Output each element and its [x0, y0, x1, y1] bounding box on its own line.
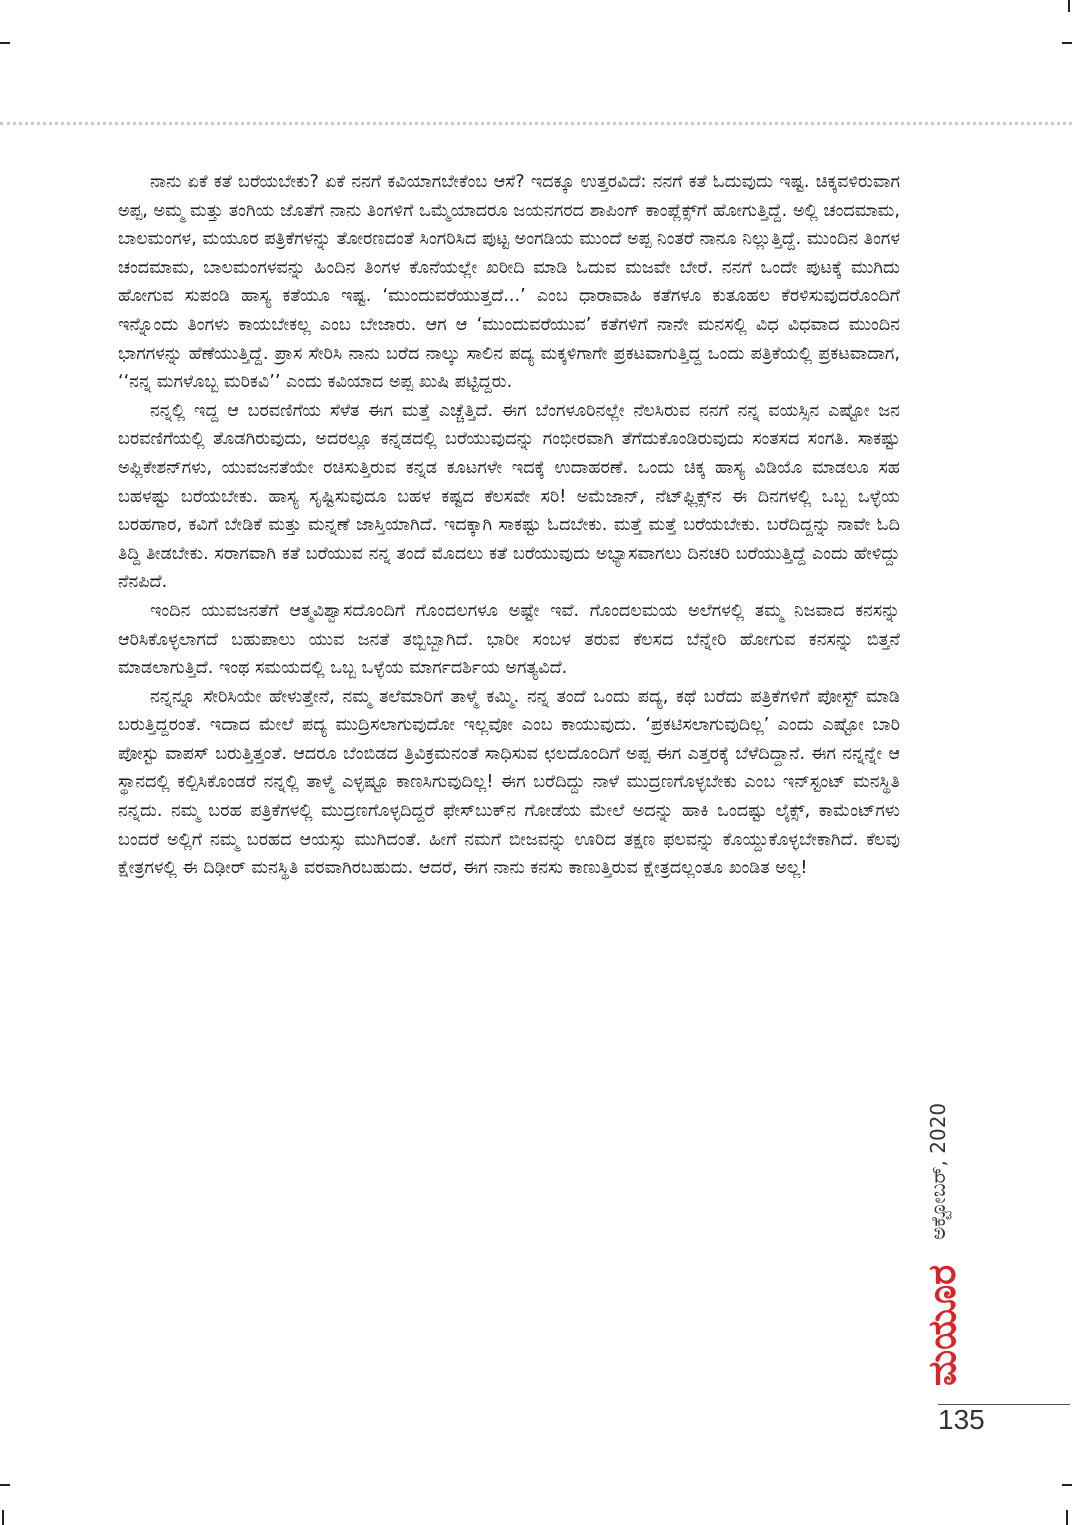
crop-mark-bottom-left-vertical	[2, 1510, 4, 1525]
crop-mark-top-left	[0, 42, 10, 44]
page-number: 135	[938, 1404, 985, 1435]
article-paragraph: ನನ್ನಲ್ಲಿ ಇದ್ದ ಆ ಬರವಣಿಗೆಯ ಸೆಳೆತ ಈಗ ಮತ್ತೆ ಎಚ್ಚೆತ್ತಿದೆ. ಈಗ ಬೆಂಗಳೂರಿನಲ್ಲೇ ನೆಲಸಿರುವ ನನಗೆ ನನ್ನ ವಯಸ್ಸಿನ ಎಷ್ಟೋ ಜನ ಬರವಣಿಗೆಯಲ್ಲಿ ತೊಡಗಿರುವುದು, ಅದರಲ್ಲೂ ಕನ್ನಡದಲ್ಲಿ ಬರೆಯುವುದನ್ನು ಗಂಭೀರವಾಗಿ ತೆಗೆದುಕೊಂಡಿರುವುದು ಸಂತಸದ ಸಂಗತಿ. ಸಾಕಷ್ಟು ಅಪ್ಲಿಕೇಶನ್‌ಗಳು, ಯುವಜನತೆಯೇ ರಚಿಸುತ್ತಿರುವ ಕನ್ನಡ ಕೂಟಗಳೇ ಇದಕ್ಕೆ ಉದಾಹರಣೆ. ಒಂದು ಚಿಕ್ಕ ಹಾಸ್ಯ ವಿಡಿಯೊ ಮಾಡಲೂ ಸಹ ಬಹಳಷ್ಟು ಬರೆಯಬೇಕು. ಹಾಸ್ಯ ಸೃಷ್ಟಿಸುವುದೂ ಬಹಳ ಕಷ್ಟದ ಕೆಲಸವೇ ಸರಿ! ಅಮೆಜಾನ್, ನೆಟ್‌ಫ್ಲಿಕ್ಸ್‌ನ ಈ ದಿನಗಳಲ್ಲಿ ಒಬ್ಬ ಒಳ್ಳೆಯ ಬರಹಗಾರ, ಕವಿಗೆ ಬೇಡಿಕೆ ಮತ್ತು ಮನ್ನಣೆ ಜಾಸ್ತಿಯಾಗಿದೆ. ಇದಕ್ಕಾಗಿ ಸಾಕಷ್ಟು ಓದಬೇಕು. ಮತ್ತೆ ಮತ್ತೆ ಬರೆಯಬೇಕು. ಬರೆದಿದ್ದನ್ನು ನಾವೇ ಓದಿ ತಿದ್ದಿ ತೀಡಬೇಕು. ಸರಾಗವಾಗಿ ಕತೆ ಬರೆಯುವ ನನ್ನ ತಂದೆ ಮೊದಲು ಕತೆ ಬರೆಯುವುದು ಅಭ್ಯಾಸವಾಗಲು ದಿನಚರಿ ಬರೆಯುತ್ತಿದ್ದೆ ಎಂದು ಹೇಳಿದ್ದು ನೆನಪಿದೆ.	[118, 400, 901, 593]
article-paragraph: ನನ್ನನ್ನೂ ಸೇರಿಸಿಯೇ ಹೇಳುತ್ತೇನೆ, ನಮ್ಮ ತಲೆಮಾರಿಗೆ ತಾಳ್ಮೆ ಕಮ್ಮಿ. ನನ್ನ ತಂದೆ ಒಂದು ಪದ್ಯ, ಕಥೆ ಬರೆದು ಪತ್ರಿಕೆಗಳಿಗೆ ಪೋಸ್ಟ್ ಮಾಡಿ ಬರುತ್ತಿದ್ದರಂತೆ. ಇದಾದ ಮೇಲೆ ಪದ್ಯ ಮುದ್ರಿಸಲಾಗುವುದೋ ಇಲ್ಲವೋ ಎಂಬ ಕಾಯುವುದು. ‘ಪ್ರಕಟಿಸಲಾಗುವುದಿಲ್ಲ’ ಎಂದು ಎಷ್ಟೋ ಬಾರಿ ಪೋಸ್ಟು ವಾಪಸ್ ಬರುತ್ತಿತ್ತಂತೆ. ಆದರೂ ಬೆಂಬಿಡದ ತ್ರಿವಿಕ್ರಮನಂತೆ ಸಾಧಿಸುವ ಛಲದೊಂದಿಗೆ ಅಪ್ಪ ಈಗ ಎತ್ತರಕ್ಕೆ ಬೆಳೆದಿದ್ದಾನೆ. ಈಗ ನನ್ನನ್ನೇ ಆ ಸ್ಥಾನದಲ್ಲಿ ಕಲ್ಪಿಸಿಕೊಂಡರೆ ನನ್ನಲ್ಲಿ ತಾಳ್ಮೆ ಎಳ್ಳಷ್ಟೂ ಕಾಣಸಿಗುವುದಿಲ್ಲ! ಈಗ ಬರೆದಿದ್ದು ನಾಳೆ ಮುದ್ರಣಗೊಳ್ಳಬೇಕು ಎಂಬ ಇನ್‌ಸ್ಟಂಟ್ ಮನಸ್ಥಿತಿ ನನ್ನದು. ನಮ್ಮ ಬರಹ ಪತ್ರಿಕೆಗಳಲ್ಲಿ ಮುದ್ರಣಗೊಳ್ಳದಿದ್ದರೆ ಫೇಸ್‌ಬುಕ್‌ನ ಗೋಡೆಯ ಮೇಲೆ ಅದನ್ನು ಹಾಕಿ ಒಂದಷ್ಟು ಲೈಕ್ಸ್, ಕಾಮೆಂಟ್‌ಗಳು ಬಂದರೆ ಅಲ್ಲಿಗೆ ನಮ್ಮ ಬರಹದ ಆಯಸ್ಸು ಮುಗಿದಂತೆ. ಹೀಗೆ ನಮಗೆ ಬೀಜವನ್ನು ಊರಿದ ತಕ್ಷಣ ಫಲವನ್ನು ಕೊಯ್ದುಕೊಳ್ಳಬೇಕಾಗಿದೆ. ಕೆಲವು ಕ್ಷೇತ್ರಗಳಲ್ಲಿ ಈ ದಿಢೀರ್ ಮನಸ್ಥಿತಿ ವರವಾಗಿರಬಹುದು. ಆದರೆ, ಈಗ ನಾನು ಕನಸು ಕಾಣುತ್ತಿರುವ ಕ್ಷೇತ್ರದಲ್ಲಂತೂ ಖಂಡಿತ ಅಲ್ಲ!	[118, 686, 900, 879]
crop-mark-bottom-right	[1062, 1484, 1072, 1486]
article-body	[118, 168, 900, 883]
magazine-logo: ಮಯೂರ	[920, 1264, 964, 1386]
magazine-sidebar	[918, 1040, 978, 1400]
crop-mark-bottom-right-vertical	[1066, 1510, 1068, 1525]
crop-mark-bottom-left	[0, 1484, 10, 1486]
crop-mark-right	[1062, 42, 1072, 44]
article-paragraph: ಇಂದಿನ ಯುವಜನತೆಗೆ ಆತ್ಮವಿಶ್ವಾಸದೊಂದಿಗೆ ಗೊಂದಲಗಳೂ ಅಷ್ಟೇ ಇವೆ. ಗೊಂದಲಮಯ ಅಲೆಗಳಲ್ಲಿ ತಮ್ಮ ನಿಜವಾದ ಕನಸನ್ನು ಆರಿಸಿಕೊಳ್ಳಲಾಗದೆ ಬಹುಪಾಲು ಯುವ ಜನತೆ ತಬ್ಬಿಬ್ಬಾಗಿದೆ. ಭಾರೀ ಸಂಬಳ ತರುವ ಕೆಲಸದ ಬೆನ್ನೇರಿ ಹೋಗುವ ಕನಸನ್ನು ಬಿತ್ತನೆ ಮಾಡಲಾಗುತ್ತಿದೆ. ಇಂಥ ಸಮಯದಲ್ಲಿ ಒಬ್ಬ ಒಳ್ಳೆಯ ಮಾರ್ಗದರ್ಶಿಯ ಅಗತ್ಯವಿದೆ.	[118, 600, 901, 679]
article-paragraph: ನಾನು ಏಕೆ ಕತೆ ಬರೆಯಬೇಕು? ಏಕೆ ನನಗೆ ಕವಿಯಾಗಬೇಕೆಂಬ ಆಸೆ? ಇದಕ್ಕೂ ಉತ್ತರವಿದೆ: ನನಗೆ ಕತೆ ಓದುವುದು ಇಷ್ಟ. ಚಿಕ್ಕವಳಿರುವಾಗ ಅಪ್ಪ, ಅಮ್ಮ ಮತ್ತು ತಂಗಿಯ ಜೊತೆಗೆ ನಾನು ತಿಂಗಳಿಗೆ ಒಮ್ಮೆಯಾದರೂ ಜಯನಗರದ ಶಾಪಿಂಗ್ ಕಾಂಪ್ಲೆಕ್ಸ್‌ಗೆ ಹೋಗುತ್ತಿದ್ದೆ. ಅಲ್ಲಿ ಚಂದಮಾಮ, ಬಾಲಮಂಗಳ, ಮಯೂರ ಪತ್ರಿಕೆಗಳನ್ನು ತೋರಣದಂತೆ ಸಿಂಗರಿಸಿದ ಪುಟ್ಟ ಅಂಗಡಿಯ ಮುಂದೆ ಅಪ್ಪ ನಿಂತರೆ ನಾನೂ ನಿಲ್ಲುತ್ತಿದ್ದೆ. ಮುಂದಿನ ತಿಂಗಳ ಚಂದಮಾಮ, ಬಾಲಮಂಗಳವನ್ನು ಹಿಂದಿನ ತಿಂಗಳ ಕೊನೆಯಲ್ಲೇ ಖರೀದಿ ಮಾಡಿ ಓದುವ ಮಜವೇ ಬೇರೆ. ನನಗೆ ಒಂದೇ ಪುಟಕ್ಕೆ ಮುಗಿದು ಹೋಗುವ ಸುಪಂಡಿ ಹಾಸ್ಯ ಕತೆಯೂ ಇಷ್ಟ. ‘ಮುಂದುವರೆಯುತ್ತದೆ...’ ಎಂಬ ಧಾರಾವಾಹಿ ಕತೆಗಳೂ ಕುತೂಹಲ ಕೆರಳಿಸುವುದರೊಂದಿಗೆ ಇನ್ನೊಂದು ತಿಂಗಳು ಕಾಯಬೇಕಲ್ಲ ಎಂಬ ಬೇಜಾರು. ಆಗ ಆ ‘ಮುಂದುವರೆಯುವ’ ಕತೆಗಳಿಗೆ ನಾನೇ ಮನಸಲ್ಲಿ ವಿಧ ವಿಧವಾದ ಮುಂದಿನ ಭಾಗಗಳನ್ನು ಹೆಣೆಯುತ್ತಿದ್ದೆ. ಪ್ರಾಸ ಸೇರಿಸಿ ನಾನು ಬರೆದ ನಾಲ್ಕು ಸಾಲಿನ ಪದ್ಯ ಮಕ್ಕಳಿಗಾಗೇ ಪ್ರಕಟವಾಗುತ್ತಿದ್ದ ಒಂದು ಪತ್ರಿಕೆಯಲ್ಲಿ ಪ್ರಕಟವಾದಾಗ, ‘‘ನನ್ನ ಮಗಳೊಬ್ಬ ಮರಿಕವಿ’’ ಎಂದು ಕವಿಯಾದ ಅಪ್ಪ ಖುಷಿ ಪಟ್ಟಿದ್ದರು.	[118, 172, 900, 393]
issue-date: ಅಕ್ಟೋಬರ್, 2020	[926, 1102, 950, 1240]
crop-mark-top-right	[1068, 0, 1070, 12]
header-dotted-rule	[0, 122, 1072, 125]
